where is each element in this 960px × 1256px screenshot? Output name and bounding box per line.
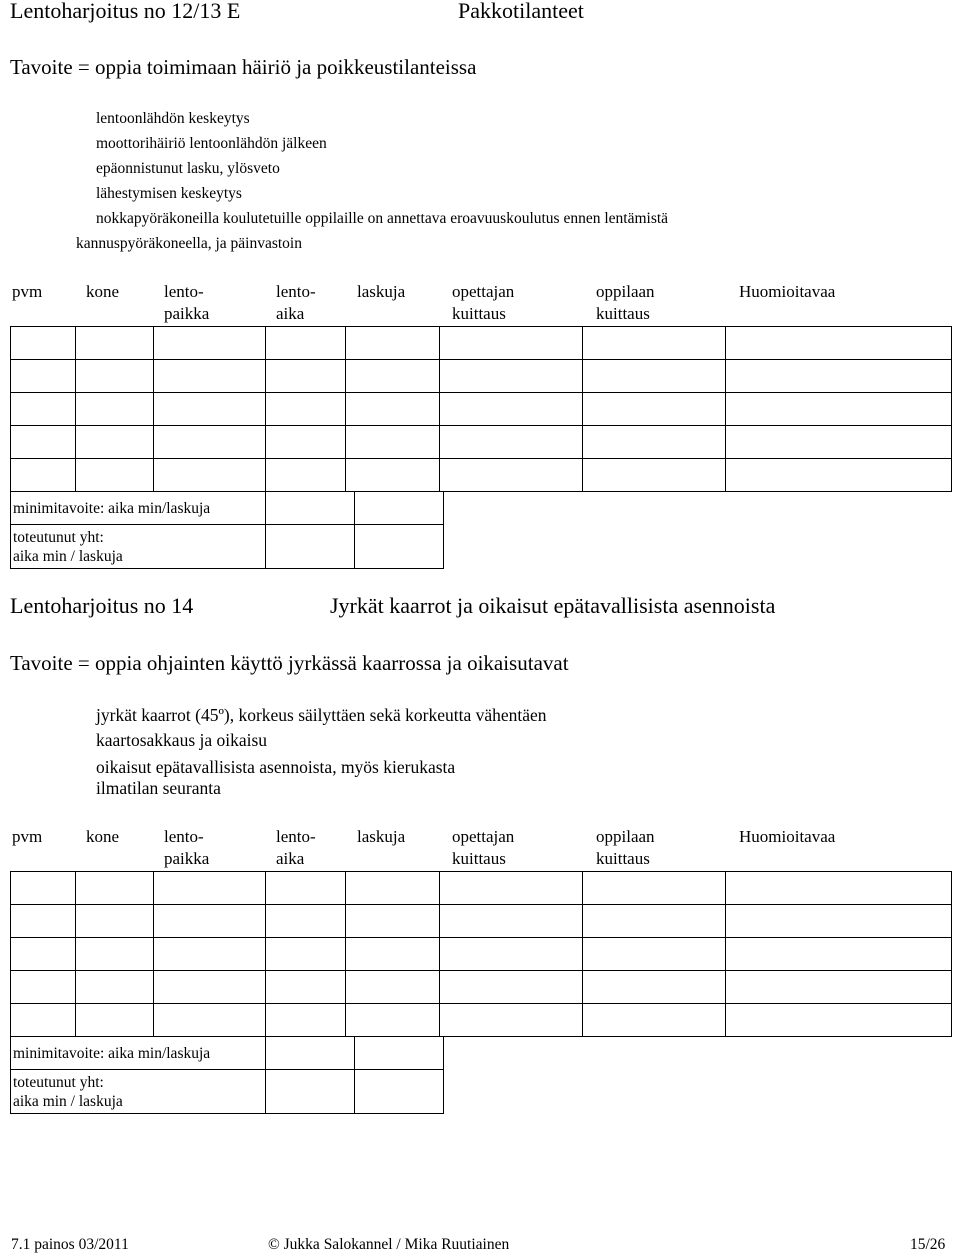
footer-copyright: © Jukka Salokannel / Mika Ruutiainen bbox=[268, 1236, 510, 1253]
min-target-landings[interactable] bbox=[355, 492, 444, 525]
min-target-landings[interactable] bbox=[355, 1037, 444, 1070]
table-row bbox=[11, 426, 952, 459]
footer-edition: 7.1 painos 03/2011 bbox=[11, 1236, 129, 1253]
min-target-label: minimitavoite: aika min/laskuja bbox=[11, 492, 266, 525]
col-opettajan-1: opettajan bbox=[452, 827, 515, 846]
done-total-landings[interactable] bbox=[355, 525, 444, 569]
col-oppilaan-1: oppilaan bbox=[596, 827, 655, 846]
list-item: jyrkät kaarrot (45º), korkeus säilyttäen sekä korkeutta vähentäen bbox=[96, 705, 547, 725]
col-laskuja: laskuja bbox=[357, 827, 406, 846]
col-oppilaan-2: kuittaus bbox=[596, 304, 650, 323]
done-total-label: toteutunut yht: aika min / laskuja bbox=[11, 525, 266, 569]
log-table-2 bbox=[10, 871, 952, 1037]
min-target-label: minimitavoite: aika min/laskuja bbox=[11, 1037, 266, 1070]
table-row bbox=[11, 971, 952, 1004]
col-lentoaika-1: lento- bbox=[276, 282, 316, 301]
min-target-time[interactable] bbox=[266, 492, 355, 525]
summary-table-1 bbox=[10, 491, 444, 569]
list-item: ilmatilan seuranta bbox=[96, 778, 221, 798]
done-total-time[interactable] bbox=[266, 525, 355, 569]
col-lentopaikka-1: lento- bbox=[164, 827, 204, 846]
done-total-landings[interactable] bbox=[355, 1070, 444, 1114]
col-lentopaikka-2: paikka bbox=[164, 304, 210, 323]
min-target-time[interactable] bbox=[266, 1037, 355, 1070]
list-item-continuation: kannuspyöräkoneella, ja päinvastoin bbox=[76, 235, 302, 252]
table-row bbox=[11, 360, 952, 393]
table-row bbox=[11, 327, 952, 360]
footer-page-number: 15/26 bbox=[910, 1236, 946, 1253]
list-item: lentoonlähdön keskeytys bbox=[96, 110, 250, 127]
section2-subtitle: Jyrkät kaarrot ja oikaisut epätavallisista asennoista bbox=[330, 593, 776, 618]
table-row bbox=[11, 872, 952, 905]
col-huomioitavaa: Huomioitavaa bbox=[739, 282, 836, 301]
page-title: Lentoharjoitus no 12/13 E bbox=[10, 0, 241, 23]
table-row bbox=[11, 459, 952, 492]
table-row bbox=[11, 1004, 952, 1037]
table-row bbox=[11, 905, 952, 938]
log-table-1 bbox=[10, 326, 952, 492]
section1-goal: Tavoite = oppia toimimaan häiriö ja poikkeustilanteissa bbox=[10, 55, 477, 79]
list-item: moottorihäiriö lentoonlähdön jälkeen bbox=[96, 135, 327, 152]
list-item: nokkapyöräkoneilla koulutetuille oppilaille on annettava eroavuuskoulutus ennen lentämistä bbox=[96, 210, 669, 227]
col-lentoaika-2: aika bbox=[276, 849, 305, 868]
section2-title: Lentoharjoitus no 14 bbox=[10, 593, 194, 618]
section2-goal: Tavoite = oppia ohjainten käyttö jyrkässä kaarrossa ja oikaisutavat bbox=[10, 651, 569, 675]
col-oppilaan-2: kuittaus bbox=[596, 849, 650, 868]
list-item: lähestymisen keskeytys bbox=[96, 185, 242, 202]
col-oppilaan-1: oppilaan bbox=[596, 282, 655, 301]
col-opettajan-1: opettajan bbox=[452, 282, 515, 301]
done-total-time[interactable] bbox=[266, 1070, 355, 1114]
col-lentopaikka-1: lento- bbox=[164, 282, 204, 301]
table-row bbox=[11, 938, 952, 971]
summary-table-2 bbox=[10, 1036, 444, 1114]
col-pvm: pvm bbox=[12, 827, 43, 846]
col-pvm: pvm bbox=[12, 282, 43, 301]
col-lentoaika-1: lento- bbox=[276, 827, 316, 846]
col-opettajan-2: kuittaus bbox=[452, 849, 506, 868]
done-total-label: toteutunut yht: aika min / laskuja bbox=[11, 1070, 266, 1114]
page-subtitle: Pakkotilanteet bbox=[458, 0, 584, 23]
col-lentoaika-2: aika bbox=[276, 304, 305, 323]
col-opettajan-2: kuittaus bbox=[452, 304, 506, 323]
col-kone: kone bbox=[86, 282, 120, 301]
list-item: kaartosakkaus ja oikaisu bbox=[96, 730, 268, 750]
col-kone: kone bbox=[86, 827, 120, 846]
list-item: epäonnistunut lasku, ylösveto bbox=[96, 160, 280, 177]
col-laskuja: laskuja bbox=[357, 282, 406, 301]
col-huomioitavaa: Huomioitavaa bbox=[739, 827, 836, 846]
table-row bbox=[11, 393, 952, 426]
list-item: oikaisut epätavallisista asennoista, myös kierukasta bbox=[96, 757, 456, 777]
col-lentopaikka-2: paikka bbox=[164, 849, 210, 868]
